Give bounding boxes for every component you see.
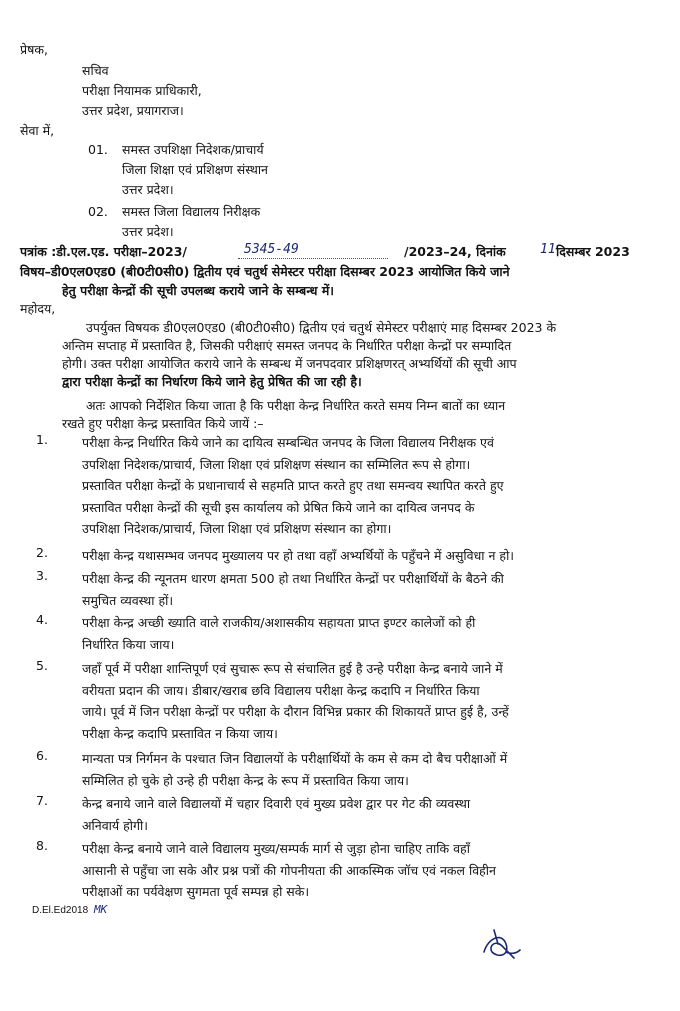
list-item-line: प्रस्तावित परीक्षा केन्द्रों की सूची इस कार्यालय को प्रेषित किये जाने का दायित्व जनपद के [82,499,475,515]
list-item-line: उपशिक्षा निदेशक/प्राचार्य, जिला शिक्षा एवं प्रशिक्षण संस्थान का होगा। [82,521,392,536]
list-item-line: जहाँ पूर्व में परीक्षा शान्तिपूर्ण एवं सुचारू रूप से संचालित हुई है उन्हे परीक्षा केन्द्र बनाये जाने में [82,661,503,676]
list-item-line: उपशिक्षा निदेशक/प्राचार्य, जिला शिक्षा एवं प्रशिक्षण संस्थान का सम्मिलित रूप से होगा। [82,456,471,472]
paragraph-2-line: रखते हुए परीक्षा केन्द्र प्रस्तावित किये जायें :– [62,416,264,431]
paragraph-1-line: उपर्युक्त विषयक डी0एल0एड0 (बी0टी0सी0) द्वितीय एवं चतुर्थ सेमेस्टर परीक्षाएं माह दिसम्बर 2023 के [86,320,557,335]
paragraph-1 [62,319,652,391]
list-item-line: आसानी से पहुँचा जा सके और प्रश्न पत्रों की गोपनीयता की आकस्मिक जॉच एवं नकल विहीन [82,862,496,878]
list-item-number: 4. [36,612,48,627]
list-item-text [82,658,662,744]
reference-suffix: /2023–24, दिनांक [404,244,506,259]
salutation: महोदय, [20,301,56,316]
reference-number-line [238,258,388,259]
list-item-line: जाये। पूर्व में जिन परीक्षा केन्द्रों पर परीक्षा के दौरान विभिन्न प्रकार की शिकायतें प्राप्त हुई है, उन्हें [82,704,509,719]
paragraph-2 [62,397,652,433]
list-item-text [82,432,662,540]
dispatch-code-text: D.El.Ed2018 [32,905,89,916]
list-item-number: 3. [36,568,48,583]
paragraph-1-line: होगी। उक्त परीक्षा आयोजित कराये जाने के सम्बन्ध में जनपदवार प्रशिक्षणरत् अभ्यर्थियों की सूची आप [62,356,517,371]
reference-handwritten-day: 11 [540,242,556,257]
list-item-number: 7. [36,793,48,808]
list-item-line: केन्द्र बनाये जाने वाले विद्यालयों में चहार दिवारी एवं मुख्य प्रवेश द्वार पर गेट की व्यवस्था [82,796,471,811]
recipient-1-line-1: समस्त उपशिक्षा निदेशक/प्राचार्य [122,142,264,157]
list-item-number: 5. [36,658,48,673]
recipient-2-line-1: समस्त जिला विद्यालय निरीक्षक [122,204,261,219]
subject-line-2: हेतु परीक्षा केन्द्रों की सूची उपलब्ध कराये जाने के सम्बन्ध में। [62,283,335,298]
list-item-text [82,793,662,836]
recipient-2-line-2: उत्तर प्रदेश। [122,224,174,239]
recipient-1-number: 01. [88,142,108,157]
reference-handwritten-number: 5345-49 [244,242,299,257]
subject-line-1: विषय–डी0एल0एड0 (बी0टी0सी0) द्वितीय एवं चतुर्थ सेमेस्टर परीक्षा दिसम्बर 2023 आयोजित किये जाने [20,264,510,279]
paragraph-1-line: द्वारा परीक्षा केन्द्रों का निर्धारण किये जाने हेतु प्रेषित की जा रही है। [62,374,362,389]
sender-label: प्रेषक, [20,42,48,57]
reference-prefix: पत्रांक :डी.एल.एड. परीक्षा–2023/ [20,244,187,259]
recipient-1-line-3: उत्तर प्रदेश। [122,182,174,197]
list-item-line: सम्मिलित हो चुके हो उन्हे ही परीक्षा केन्द्र के रूप में प्रस्तावित किया जाय। [82,772,409,788]
recipient-1-line-2: जिला शिक्षा एवं प्रशिक्षण संस्थान [122,162,268,177]
list-item-line: परीक्षाओं का पर्यवेक्षण सुगमता पूर्व सम्पन्न हो सके। [82,884,310,899]
list-item-line: परीक्षा केन्द्र कदापि प्रस्तावित न किया जाय। [82,725,278,741]
list-item-line: वरीयता प्रदान की जाय। डीबार/खराब छवि विद्यालय परीक्षा केन्द्र कदापि न निर्धारित किया [82,682,480,698]
list-item-line: परीक्षा केन्द्र निर्धारित किये जाने का दायित्व सम्बन्धित जनपद के जिला विद्यालय निरीक्षक एवं [82,435,494,450]
paragraph-1-line: अन्तिम सप्ताह में प्रस्तावित है, जिसकी परीक्षाएं समस्त जनपद के निर्धारित परीक्षा केन्द्रों पर सम्पादित [62,338,512,353]
list-item-line: निर्धारित किया जाय। [82,636,175,652]
list-item-line: मान्यता पत्र निर्गमन के पश्चात जिन विद्यालयों के परीक्षार्थियों के कम से कम दो बैच परीक्षाओं में [82,751,508,766]
list-item-line: समुचित व्यवस्था हों। [82,592,174,608]
recipient-2-number: 02. [88,204,108,219]
list-item-text [82,545,662,567]
list-item-line: अनिवार्य होगी। [82,817,149,833]
to-label: सेवा में, [20,123,55,138]
list-item-line: परीक्षा केन्द्र अच्छी ख्याति वाले राजकीय/अशासकीय सहायता प्राप्त इण्टर कालेजों को ही [82,615,476,630]
signature-mark [476,924,524,964]
list-item-number: 8. [36,838,48,853]
list-item-text [82,838,662,903]
sender-line-2: परीक्षा नियामक प्राधिकारी, [82,83,202,98]
list-item-line: परीक्षा केन्द्र यथासम्भव जनपद मुख्यालय पर हो तथा वहाँ अभ्यर्थियों के पहुँचने में असुविधा न हो। [82,548,515,563]
list-item-text [82,748,662,791]
sender-line-3: उत्तर प्रदेश, प्रयागराज। [82,103,184,118]
dispatch-code [32,903,107,916]
list-item-line: प्रस्तावित परीक्षा केन्द्रों के प्रधानाचार्य से सहमति प्राप्त करते हुए तथा समन्वय स्थापित करते हुए [82,478,504,493]
list-item-number: 1. [36,432,48,447]
list-item-line: परीक्षा केन्द्र बनाये जाने वाले विद्यालय मुख्य/सम्पर्क मार्ग से जुड़ा होना चाहिए ताकि वहाँ [82,841,470,856]
dispatch-initials: MK [93,903,108,916]
list-item-line: परीक्षा केन्द्र की न्यूनतम धारण क्षमता 500 हो तथा निर्धारित केन्द्रों पर परीक्षार्थियों के बैठने की [82,571,504,586]
list-item-number: 2. [36,545,48,560]
list-item-number: 6. [36,748,48,763]
reference-month-year: दिसम्बर 2023 [556,244,630,259]
paragraph-2-line: अतः आपको निर्देशित किया जाता है कि परीक्षा केन्द्र निर्धारित करते समय निम्न बातों का ध्यान [86,398,506,413]
sender-line-1: सचिव [82,63,109,78]
list-item-text [82,612,662,655]
list-item-text [82,568,662,611]
